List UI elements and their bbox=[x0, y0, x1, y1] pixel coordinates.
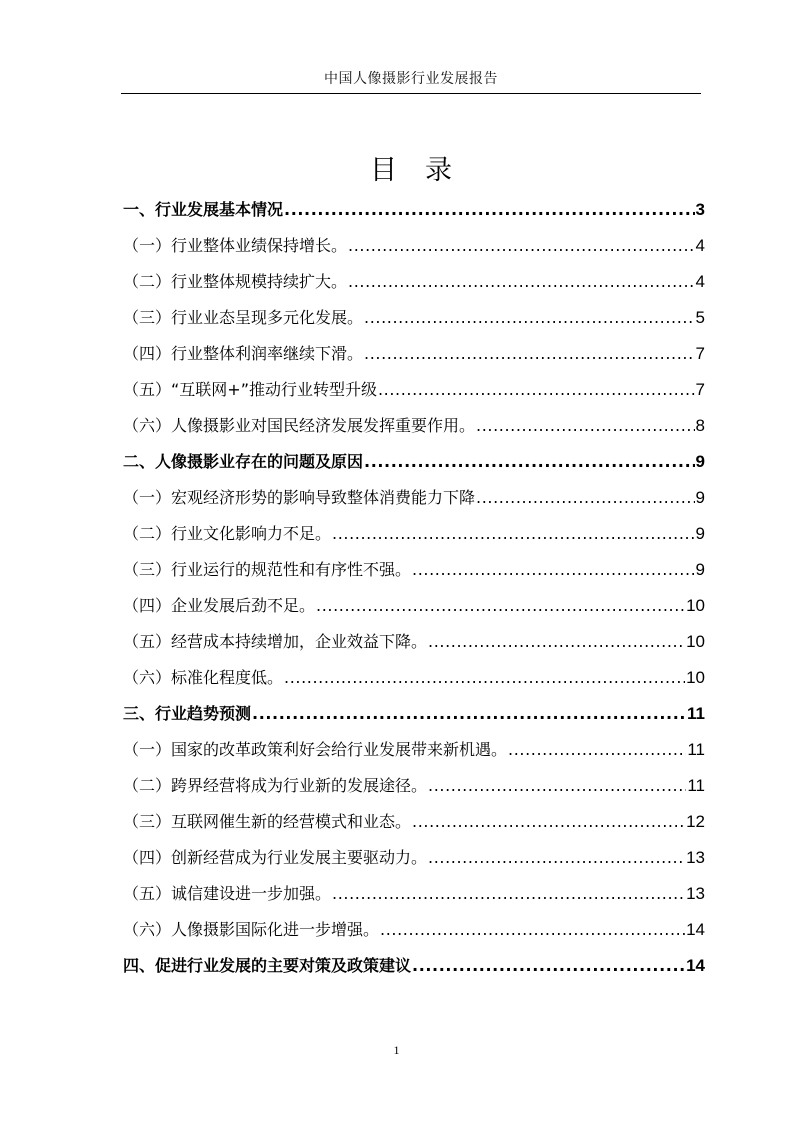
toc-entry[interactable] bbox=[123, 660, 705, 696]
dot-leader bbox=[284, 192, 695, 228]
toc-entry-label: （四）企业发展后劲不足。 bbox=[123, 596, 316, 615]
dot-leader bbox=[252, 696, 686, 732]
dot-leader bbox=[428, 768, 686, 804]
toc-entry-page: 7 bbox=[695, 380, 705, 399]
toc-entry-page: 9 bbox=[695, 560, 705, 579]
toc-entry-page: 9 bbox=[695, 452, 705, 471]
toc-entry[interactable] bbox=[123, 876, 705, 912]
toc-entry[interactable] bbox=[123, 912, 705, 948]
dot-leader bbox=[348, 264, 695, 300]
toc-entry-page: 13 bbox=[686, 848, 705, 867]
toc-entry-page: 11 bbox=[687, 704, 705, 723]
toc-entry-label: （三）互联网催生新的经营模式和业态。 bbox=[123, 812, 412, 831]
dot-leader bbox=[380, 912, 685, 948]
toc-entry-label: （六）人像摄影业对国民经济发展发挥重要作用。 bbox=[123, 416, 476, 435]
toc-entry-page: 9 bbox=[695, 524, 705, 543]
toc-entry-label: （四）行业整体利润率继续下滑。 bbox=[123, 344, 364, 363]
dot-leader bbox=[332, 876, 685, 912]
table-of-contents bbox=[123, 192, 705, 984]
toc-entry[interactable] bbox=[123, 588, 705, 624]
toc-title: 目录 bbox=[370, 155, 480, 186]
toc-entry[interactable] bbox=[123, 480, 705, 516]
running-header: 中国人像摄影行业发展报告 bbox=[324, 71, 498, 87]
toc-entry-page: 10 bbox=[686, 632, 705, 651]
toc-entry-label: （一）宏观经济形势的影响导致整体消费能力下降 bbox=[123, 488, 476, 507]
dot-leader bbox=[364, 336, 695, 372]
toc-entry[interactable] bbox=[123, 840, 705, 876]
toc-entry-label: （六）标准化程度低。 bbox=[123, 668, 284, 687]
toc-entry-page: 8 bbox=[695, 416, 705, 435]
toc-entry-label: （一）国家的改革政策利好会给行业发展带来新机遇。 bbox=[123, 740, 508, 759]
toc-entry-label: （三）行业业态呈现多元化发展。 bbox=[123, 308, 364, 327]
dot-leader bbox=[508, 732, 686, 768]
dot-leader bbox=[364, 444, 695, 480]
toc-entry[interactable] bbox=[123, 408, 705, 444]
toc-entry-label: （五）经营成本持续增加，企业效益下降。 bbox=[123, 632, 428, 651]
toc-entry[interactable] bbox=[123, 372, 705, 408]
toc-entry-section-1[interactable] bbox=[123, 192, 705, 228]
dot-leader bbox=[476, 408, 695, 444]
dot-leader bbox=[412, 552, 695, 588]
dot-leader bbox=[332, 516, 695, 552]
toc-entry-label: 三、行业趋势预测 bbox=[123, 704, 252, 723]
dot-leader bbox=[284, 660, 685, 696]
toc-entry[interactable] bbox=[123, 768, 705, 804]
toc-entry[interactable] bbox=[123, 336, 705, 372]
header-divider bbox=[121, 93, 701, 94]
toc-entry-label: （四）创新经营成为行业发展主要驱动力。 bbox=[123, 848, 428, 867]
toc-entry-page: 11 bbox=[687, 776, 705, 795]
toc-entry[interactable] bbox=[123, 552, 705, 588]
toc-entry-page: 4 bbox=[695, 272, 705, 291]
dot-leader bbox=[428, 624, 685, 660]
dot-leader bbox=[412, 948, 685, 984]
toc-entry-section-3[interactable] bbox=[123, 696, 705, 732]
toc-entry-label: （三）行业运行的规范性和有序性不强。 bbox=[123, 560, 412, 579]
toc-entry-page: 13 bbox=[686, 884, 705, 903]
toc-entry-label: 四、促进行业发展的主要对策及政策建议 bbox=[123, 956, 412, 975]
toc-entry-page: 10 bbox=[686, 668, 705, 687]
toc-entry-label: （二）行业文化影响力不足。 bbox=[123, 524, 332, 543]
toc-entry-label: （二）跨界经营将成为行业新的发展途径。 bbox=[123, 776, 428, 795]
toc-entry[interactable] bbox=[123, 624, 705, 660]
toc-entry-page: 10 bbox=[686, 596, 705, 615]
toc-entry-page: 4 bbox=[695, 236, 705, 255]
toc-entry[interactable] bbox=[123, 732, 705, 768]
toc-entry-page: 11 bbox=[687, 740, 705, 759]
toc-entry-page: 3 bbox=[695, 200, 705, 219]
toc-entry[interactable] bbox=[123, 264, 705, 300]
dot-leader bbox=[378, 372, 695, 408]
toc-entry-page: 9 bbox=[695, 488, 705, 507]
dot-leader bbox=[348, 228, 695, 264]
toc-entry[interactable] bbox=[123, 804, 705, 840]
toc-entry-page: 14 bbox=[686, 920, 705, 939]
toc-entry-label: 二、人像摄影业存在的问题及原因 bbox=[123, 452, 364, 471]
toc-entry-label: 一、行业发展基本情况 bbox=[123, 200, 284, 219]
page-number: 1 bbox=[393, 1043, 400, 1057]
toc-entry-page: 14 bbox=[686, 956, 705, 975]
toc-entry[interactable] bbox=[123, 516, 705, 552]
toc-entry-section-2[interactable] bbox=[123, 444, 705, 480]
toc-entry[interactable] bbox=[123, 300, 705, 336]
dot-leader bbox=[364, 300, 695, 336]
toc-entry-label: （一）行业整体业绩保持增长。 bbox=[123, 236, 348, 255]
toc-entry-label: （六）人像摄影国际化进一步增强。 bbox=[123, 920, 380, 939]
toc-entry-label: （五）诚信建设进一步加强。 bbox=[123, 884, 332, 903]
dot-leader bbox=[316, 588, 685, 624]
toc-entry-section-4[interactable] bbox=[123, 948, 705, 984]
toc-entry[interactable] bbox=[123, 228, 705, 264]
dot-leader bbox=[476, 480, 695, 516]
toc-entry-page: 7 bbox=[695, 344, 705, 363]
toc-entry-label: （五）“互联网+”推动行业转型升级 bbox=[123, 380, 377, 399]
toc-entry-page: 12 bbox=[686, 812, 705, 831]
dot-leader bbox=[428, 840, 685, 876]
toc-entry-page: 5 bbox=[695, 308, 705, 327]
toc-entry-label: （二）行业整体规模持续扩大。 bbox=[123, 272, 348, 291]
dot-leader bbox=[412, 804, 685, 840]
